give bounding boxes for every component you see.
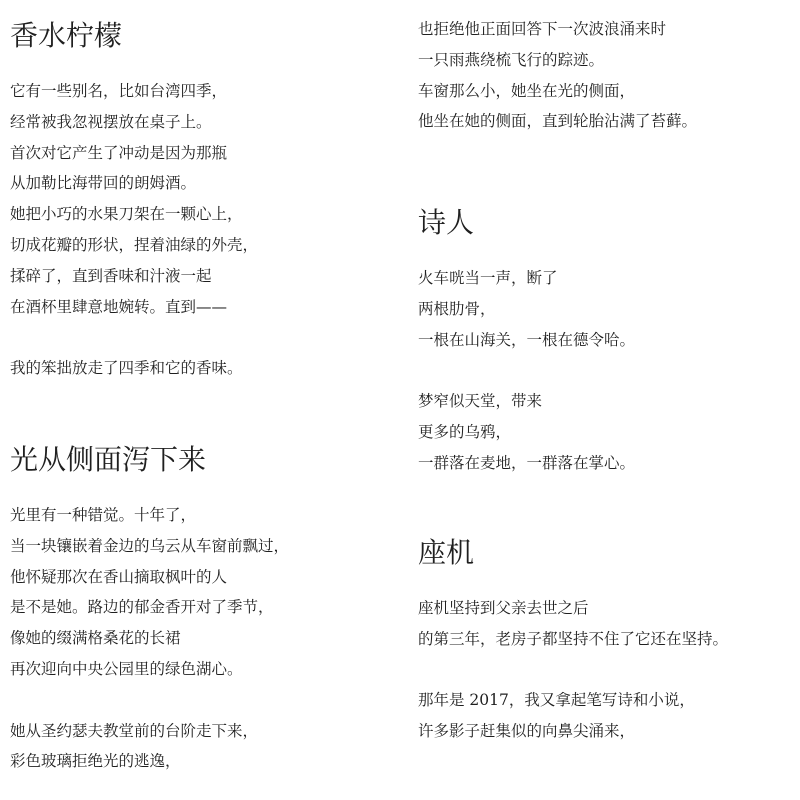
- right-column: [418, 0, 800, 747]
- poem-line: 梦窄似天堂，带来: [418, 392, 543, 411]
- poem-line: 的第三年，老房子都坚持不住了它还在坚持。: [418, 629, 729, 648]
- poem-title-guang-cong-cemian: 光从侧面泻下来: [10, 442, 207, 476]
- poem-stanza: [418, 593, 800, 655]
- poem-line: 彩色玻璃拒绝光的逃逸，: [10, 752, 181, 771]
- poem-line: 火车咣当一声，断了: [418, 269, 558, 288]
- poem-stanza: [418, 263, 800, 355]
- poem-line: 一只雨燕绕梳飞行的踪迹。: [418, 50, 605, 69]
- poem-line: 一根在山海关，一根在德令哈。: [418, 330, 636, 349]
- poem-stanza: [418, 386, 800, 478]
- poem-title-xiangshui-ningmeng: 香水柠檬: [10, 19, 123, 52]
- poem-line: 两根肋骨，: [418, 299, 496, 318]
- poem-line: 像她的缀满格桑花的长裙: [10, 629, 181, 648]
- poem-line: 从加勒比海带回的朗姆酒。: [10, 174, 197, 193]
- poem-line: 一群落在麦地，一群落在掌心。: [418, 453, 636, 472]
- poem-line: 她从圣约瑟夫教堂前的台阶走下来，: [10, 721, 259, 740]
- poem-line: 他怀疑那次在香山摘取枫叶的人: [10, 567, 228, 586]
- poem-line: 光里有一种错觉。十年了，: [10, 505, 197, 524]
- poem-line: 揉碎了，直到香味和汁液一起: [10, 266, 212, 285]
- poem-line: 再次迎向中央公园里的绿色湖心。: [10, 659, 243, 678]
- left-column: [10, 0, 400, 777]
- poem-stanza: [10, 716, 400, 778]
- poem-line: 当一块镶嵌着金边的乌云从车窗前飘过，: [10, 536, 290, 555]
- poem-title-zuoji: 座机: [418, 535, 475, 569]
- poem-line: 她把小巧的水果刀架在一颗心上，: [10, 205, 243, 224]
- poem-line: 在酒杯里肆意地婉转。直到——: [10, 297, 228, 316]
- poem-line: 我的笨拙放走了四季和它的香味。: [10, 359, 243, 378]
- poem-line: 更多的乌鸦，: [418, 423, 512, 442]
- poem-stanza: [418, 14, 800, 137]
- poem-stanza: [10, 353, 400, 384]
- poem-line: 切成花瓣的形状，捏着油绿的外壳，: [10, 235, 259, 254]
- poem-line: 也拒绝他正面回答下一次波浪涌来时: [418, 20, 667, 38]
- poem-line: 是不是她。路边的郁金香开对了季节，: [10, 598, 274, 617]
- poem-line: 它有一些别名，比如台湾四季，: [10, 82, 228, 100]
- poem-line: 许多影子赶集似的向鼻尖涌来，: [418, 721, 636, 740]
- poem-stanza: [10, 500, 400, 685]
- poem-line: 首次对它产生了冲动是因为那瓶: [10, 143, 228, 162]
- poem-line: 他坐在她的侧面，直到轮胎沾满了苔藓。: [418, 112, 698, 131]
- poem-line: 经常被我忽视摆放在桌子上。: [10, 112, 212, 131]
- poem-title-shiren: 诗人: [418, 206, 475, 240]
- poem-stanza: [10, 76, 400, 322]
- poem-line: 那年是 2017，我又拿起笔写诗和小说，: [418, 691, 695, 710]
- poem-line: 车窗那么小，她坐在光的侧面，: [418, 81, 636, 100]
- poem-stanza: [418, 685, 800, 747]
- poem-line: 座机坚持到父亲去世之后: [418, 598, 589, 617]
